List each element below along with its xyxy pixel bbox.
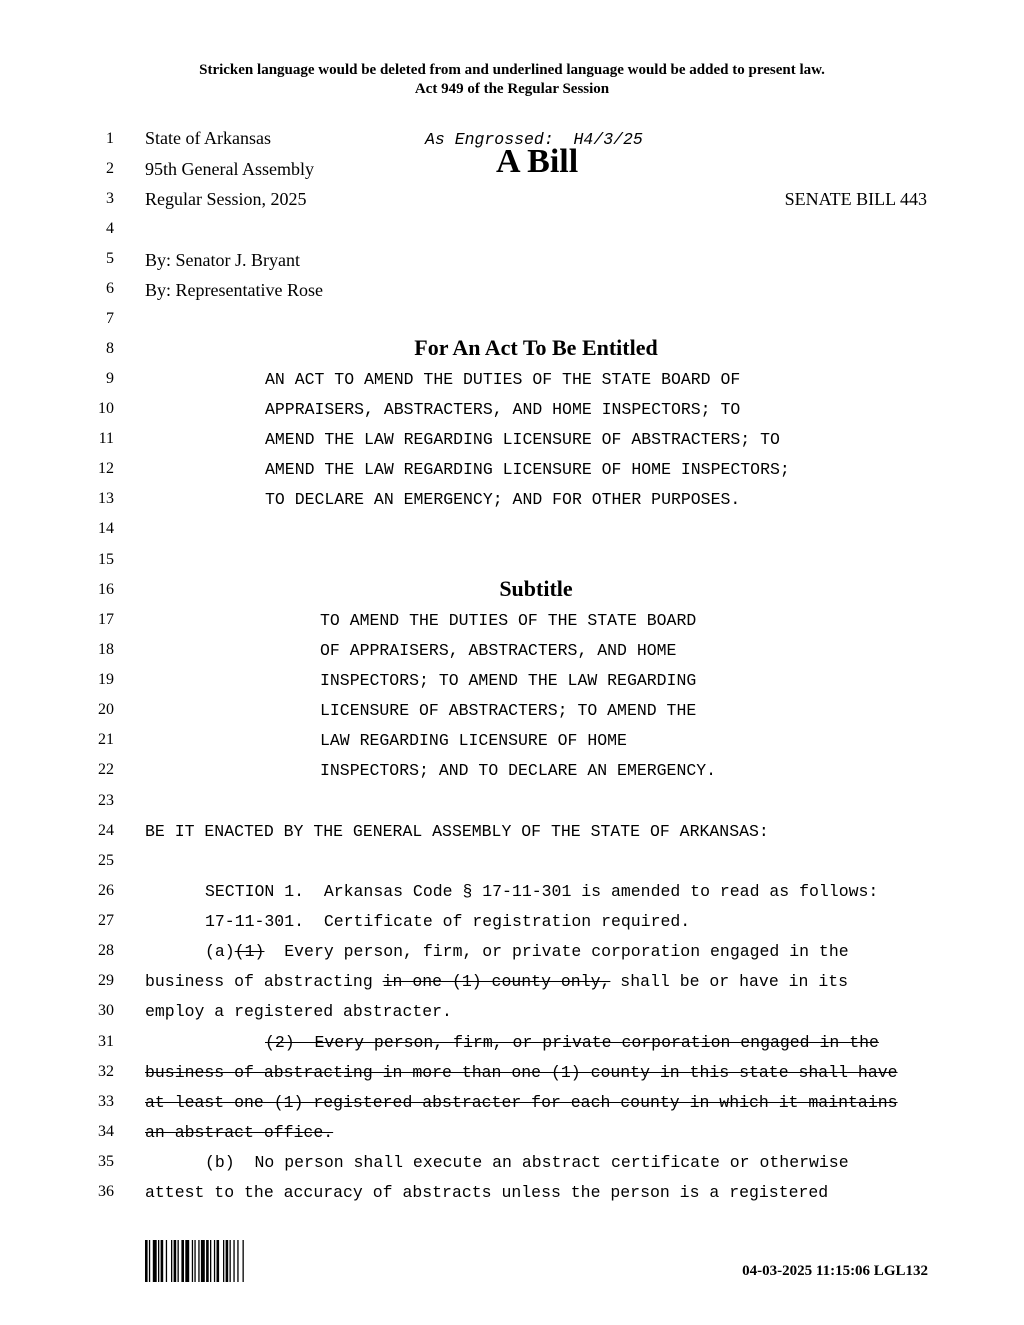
line-number: 6 xyxy=(106,280,114,297)
barcode-bar xyxy=(230,1240,231,1282)
barcode-bar xyxy=(223,1240,224,1282)
line-number: 23 xyxy=(98,792,114,809)
barcode-bar xyxy=(185,1240,189,1282)
barcode-bar xyxy=(237,1240,238,1282)
barcode-bar xyxy=(174,1240,177,1282)
line-number: 18 xyxy=(98,641,114,658)
line-number: 9 xyxy=(106,370,114,387)
line-number: 30 xyxy=(98,1002,114,1019)
general-assembly: 95th General Assembly xyxy=(145,159,314,179)
line-number: 16 xyxy=(98,581,114,598)
barcode-bar xyxy=(201,1240,205,1282)
line-number: 3 xyxy=(106,190,114,207)
stricken-paragraph-line: business of abstracting in more than one (1) county in this state shall have xyxy=(145,1063,898,1082)
stricken-paragraph-line: (2) Every person, firm, or private corporation engaged in the xyxy=(265,1033,879,1052)
barcode-bar xyxy=(210,1240,211,1282)
subsection-a-line xyxy=(205,942,849,962)
barcode-bar xyxy=(171,1240,172,1282)
title-line: AMEND THE LAW REGARDING LICENSURE OF ABSTRACTERS; TO xyxy=(265,430,780,449)
line-number: 8 xyxy=(106,340,114,357)
enacting-clause: BE IT ENACTED BY THE GENERAL ASSEMBLY OF THE STATE OF ARKANSAS: xyxy=(145,822,769,841)
section-1-intro: SECTION 1. Arkansas Code § 17-11-301 is amended to read as follows: xyxy=(205,882,879,901)
barcode-bar xyxy=(181,1240,184,1282)
line-number: 33 xyxy=(98,1093,114,1110)
subsection-a-text: Every person, firm, or private corporation engaged in the xyxy=(264,942,849,961)
line-number: 31 xyxy=(98,1033,114,1050)
barcode-bar xyxy=(166,1240,167,1282)
title-line: TO DECLARE AN EMERGENCY; AND FOR OTHER PURPOSES. xyxy=(265,490,741,509)
line-number: 15 xyxy=(98,551,114,568)
title-heading: For An Act To Be Entitled xyxy=(414,335,658,360)
line-number: 10 xyxy=(98,400,114,417)
line-number: 17 xyxy=(98,611,114,628)
barcode-bar xyxy=(226,1240,229,1282)
bill-number: SENATE BILL 443 xyxy=(784,189,927,209)
barcode-bar xyxy=(198,1240,199,1282)
line-number: 22 xyxy=(98,761,114,778)
line-number: 34 xyxy=(98,1123,114,1140)
line-number: 32 xyxy=(98,1063,114,1080)
stricken-paragraph-line: at least one (1) registered abstracter for each county in which it maintains xyxy=(145,1093,898,1112)
barcode-bar xyxy=(214,1240,215,1282)
subtitle-line: LICENSURE OF ABSTRACTERS; TO AMEND THE xyxy=(320,701,697,720)
state-name: State of Arkansas xyxy=(145,128,271,148)
line-number: 19 xyxy=(98,671,114,688)
line-number: 25 xyxy=(98,852,114,869)
code-section-title: 17-11-301. Certificate of registration required. xyxy=(205,912,691,931)
line-number: 13 xyxy=(98,490,114,507)
stricken-text: (1) xyxy=(234,942,265,961)
engrossed-date: As Engrossed: H4/3/25 xyxy=(425,130,643,149)
body-line-29 xyxy=(145,972,848,992)
barcode xyxy=(145,1240,273,1282)
line-number: 2 xyxy=(106,160,114,177)
line-number: 12 xyxy=(98,460,114,477)
line-number: 20 xyxy=(98,701,114,718)
senate-sponsor: By: Senator J. Bryant xyxy=(145,250,300,270)
title-line: AN ACT TO AMEND THE DUTIES OF THE STATE BOARD OF xyxy=(265,370,741,389)
subtitle-heading: Subtitle xyxy=(499,576,573,601)
line-number: 21 xyxy=(98,731,114,748)
line-number: 26 xyxy=(98,882,114,899)
line-number: 36 xyxy=(98,1183,114,1200)
line-number: 29 xyxy=(98,972,114,989)
stricken-paragraph-line: an abstract office. xyxy=(145,1123,334,1142)
subtitle-line: LAW REGARDING LICENSURE OF HOME xyxy=(320,731,627,750)
line-number: 11 xyxy=(98,430,114,447)
line-number: 28 xyxy=(98,942,114,959)
subsection-b-line: (b) No person shall execute an abstract certificate or otherwise xyxy=(205,1153,849,1172)
act-number: Act 949 of the Regular Session xyxy=(414,81,610,97)
barcode-bar xyxy=(206,1240,209,1282)
title-line: APPRAISERS, ABSTRACTERS, AND HOME INSPECTORS; TO xyxy=(265,400,741,419)
barcode-bar xyxy=(233,1240,234,1282)
barcode-bar xyxy=(192,1240,193,1282)
stricken-text: in one (1) county only, xyxy=(382,972,611,991)
subtitle-line: INSPECTORS; AND TO DECLARE AN EMERGENCY. xyxy=(320,761,717,780)
body-text: shall be or have in its xyxy=(610,972,849,991)
barcode-bar xyxy=(178,1240,179,1282)
footer-timestamp-code: 04-03-2025 11:15:06 LGL132 xyxy=(742,1263,928,1279)
title-line: AMEND THE LAW REGARDING LICENSURE OF HOME INSPECTORS; xyxy=(265,460,790,479)
barcode-bar xyxy=(158,1240,159,1282)
subtitle-line: TO AMEND THE DUTIES OF THE STATE BOARD xyxy=(320,611,697,630)
barcode-bar xyxy=(243,1240,244,1282)
house-sponsor: By: Representative Rose xyxy=(145,280,323,300)
line-number: 24 xyxy=(98,822,114,839)
barcode-bar xyxy=(161,1240,164,1282)
barcode-bar xyxy=(217,1240,220,1282)
barcode-bar xyxy=(149,1240,150,1282)
barcode-bar xyxy=(153,1240,157,1282)
line-number: 1 xyxy=(106,130,114,147)
line-number: 35 xyxy=(98,1153,114,1170)
document-type: A Bill xyxy=(496,143,579,180)
barcode-bar xyxy=(194,1240,195,1282)
line-number: 7 xyxy=(106,310,114,327)
body-line-36: attest to the accuracy of abstracts unless the person is a registered xyxy=(145,1183,829,1202)
body-line-30: employ a registered abstracter. xyxy=(145,1002,452,1021)
body-text: business of abstracting xyxy=(145,972,383,991)
session: Regular Session, 2025 xyxy=(145,189,307,209)
subtitle-line: INSPECTORS; TO AMEND THE LAW REGARDING xyxy=(320,671,697,690)
subtitle-line: OF APPRAISERS, ABSTRACTERS, AND HOME xyxy=(320,641,677,660)
barcode-bar xyxy=(145,1240,148,1282)
line-number: 14 xyxy=(98,520,114,537)
line-number: 27 xyxy=(98,912,114,929)
subsection-a-label: (a) xyxy=(205,942,235,961)
line-number: 5 xyxy=(106,250,114,267)
stricken-notice: Stricken language would be deleted from and underlined language would be added to present law. xyxy=(199,62,825,78)
line-number: 4 xyxy=(106,220,114,237)
